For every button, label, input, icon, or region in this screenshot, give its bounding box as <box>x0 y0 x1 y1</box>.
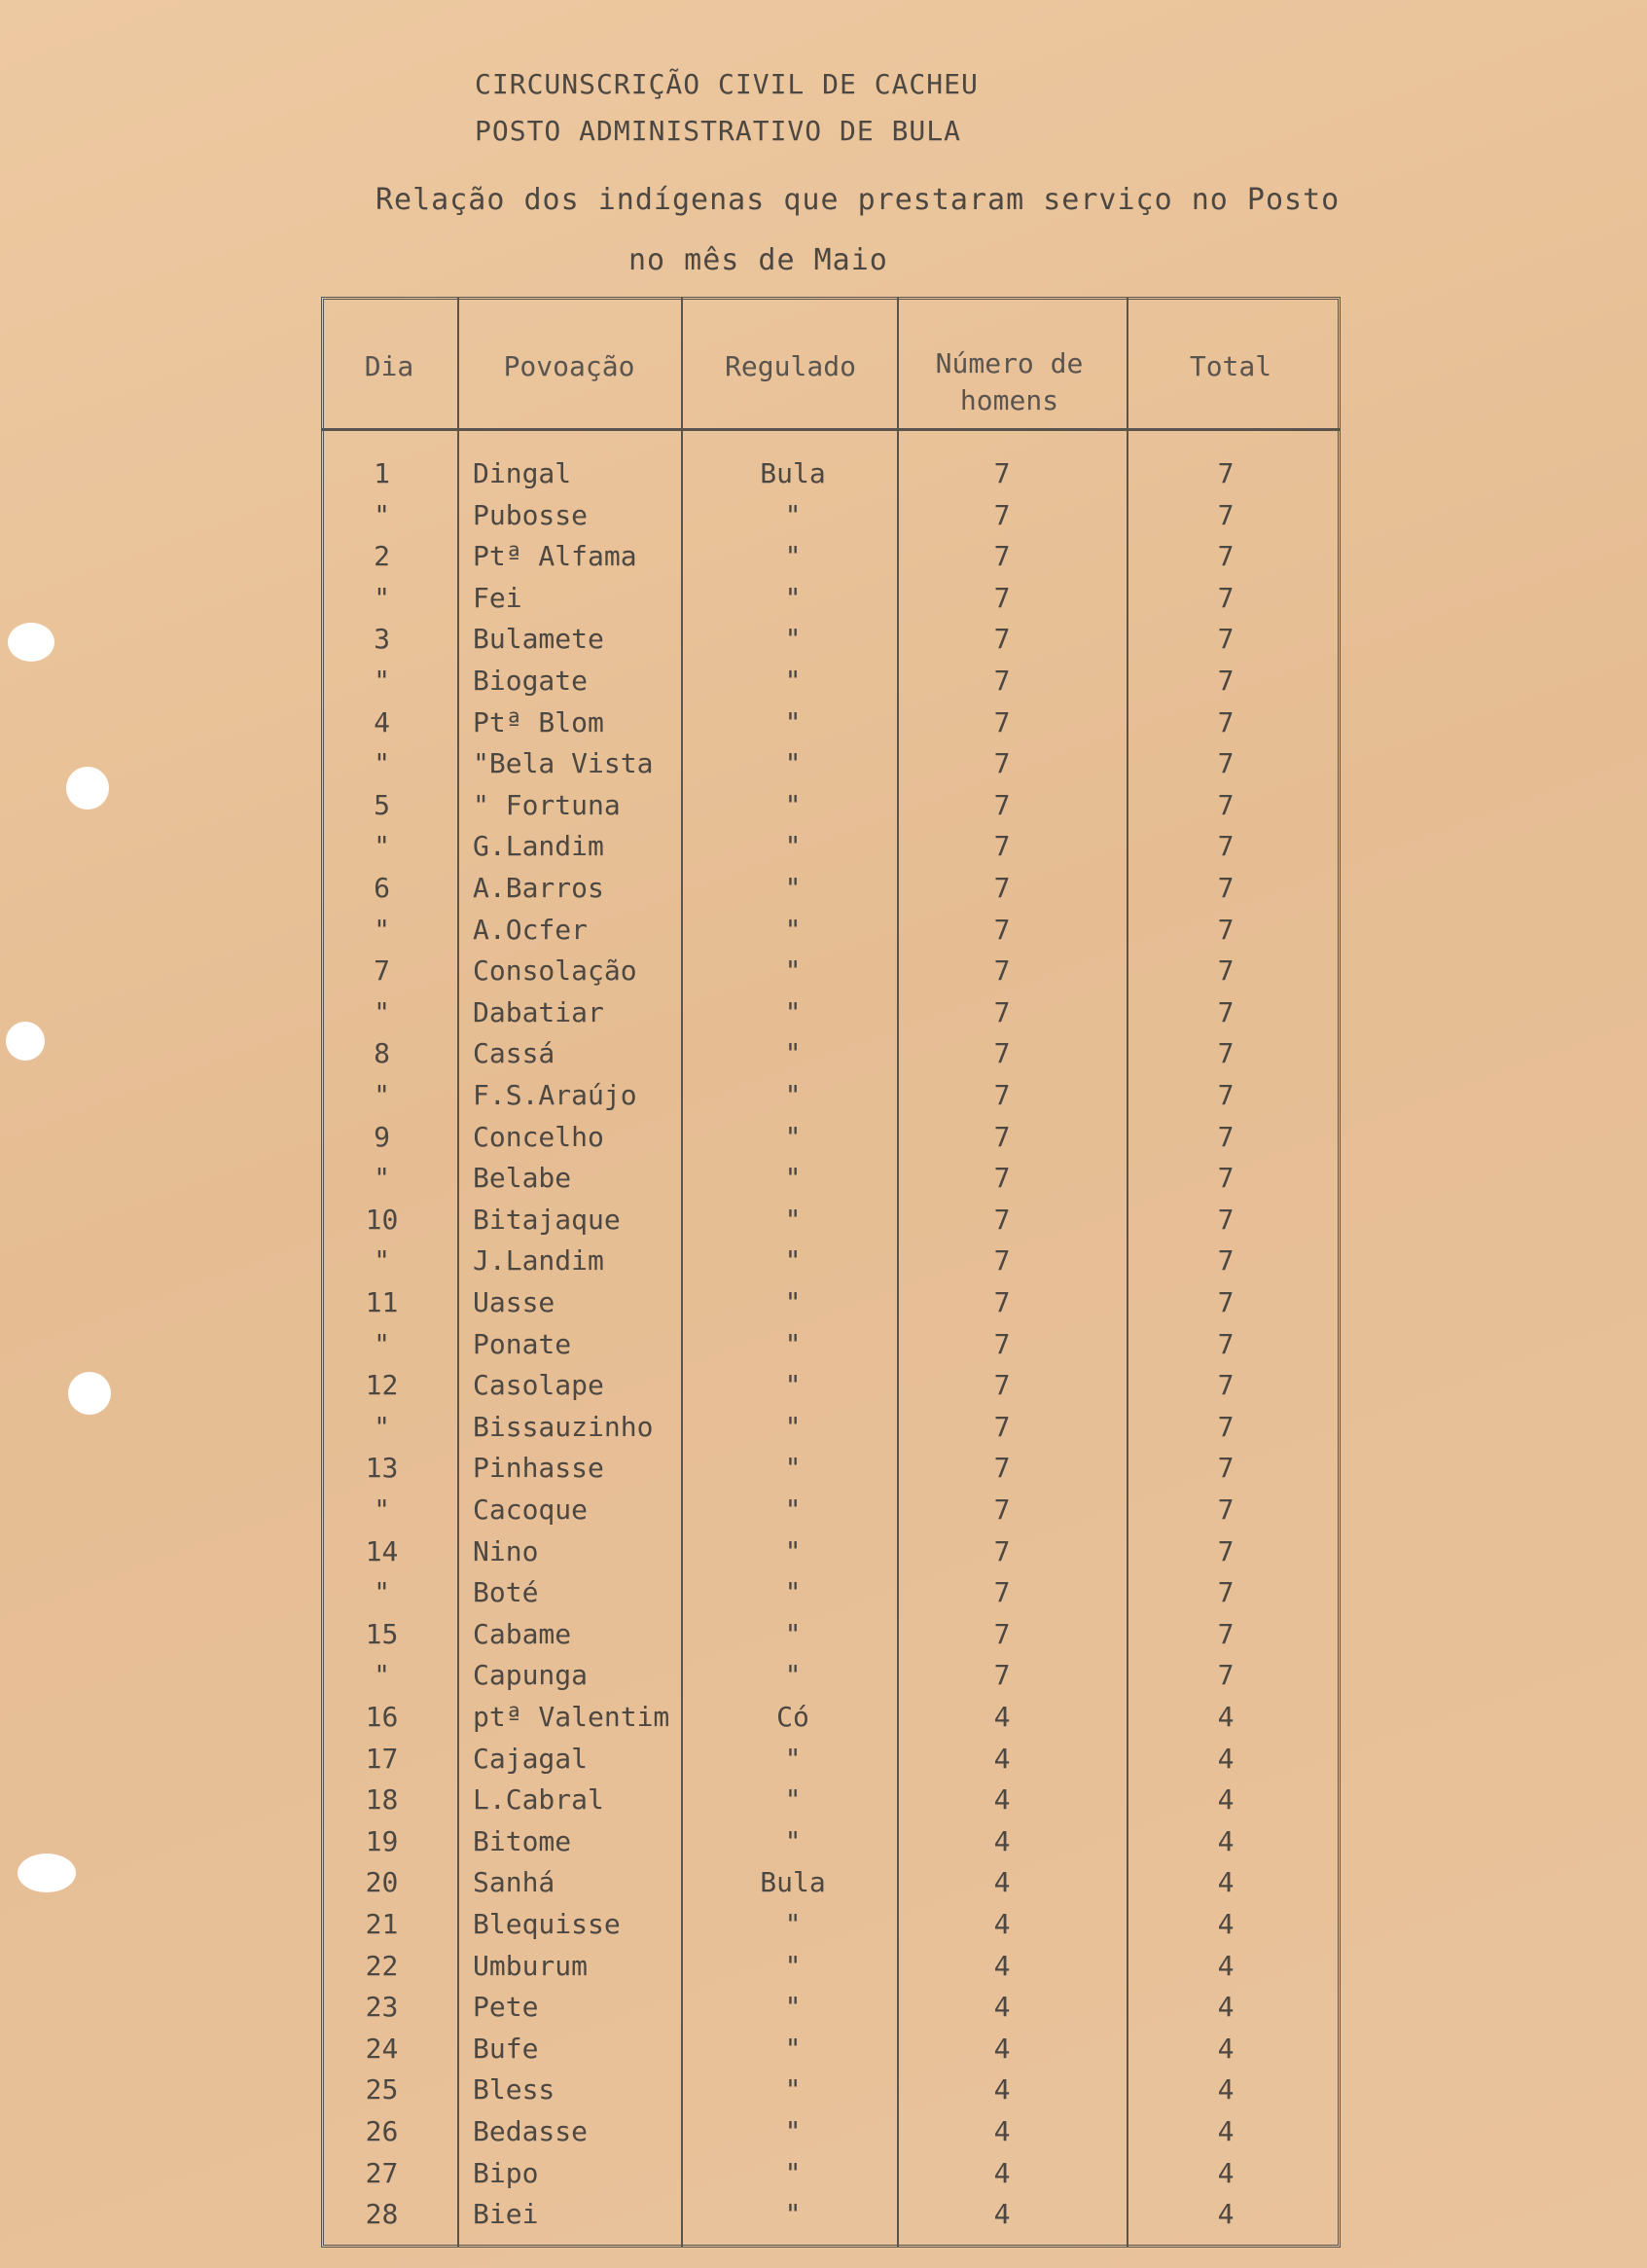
cell-regulado: " <box>784 954 802 987</box>
cell-povoacao: Pubosse <box>473 499 589 531</box>
cell-total: 7 <box>1217 1494 1235 1526</box>
cell-total: 7 <box>1217 1204 1235 1236</box>
cell-numero: 7 <box>993 1244 1011 1277</box>
cell-regulado: " <box>784 1535 802 1567</box>
cell-regulado: " <box>784 1618 802 1650</box>
cell-total: 4 <box>1217 1825 1235 1857</box>
cell-povoacao: F.S.Araújo <box>473 1079 637 1111</box>
cell-numero: 4 <box>993 1908 1011 1940</box>
cell-regulado: " <box>784 1121 802 1153</box>
cell-povoacao: Ptª Alfama <box>473 540 637 572</box>
cell-regulado: " <box>784 1494 802 1526</box>
cell-total: 7 <box>1217 1162 1235 1194</box>
cell-povoacao: Biei <box>473 2198 539 2230</box>
cell-numero: 4 <box>993 1743 1011 1775</box>
cell-dia: 2 <box>374 540 390 572</box>
cell-dia: 10 <box>365 1204 399 1236</box>
cell-povoacao: Bless <box>473 2073 555 2106</box>
cell-dia: " <box>374 499 390 531</box>
cell-numero: 7 <box>993 623 1011 655</box>
cell-total: 4 <box>1217 2033 1235 2065</box>
cell-dia: 7 <box>374 954 390 987</box>
cell-regulado: " <box>784 2033 802 2065</box>
cell-numero: 7 <box>993 996 1011 1028</box>
cell-dia: " <box>374 1244 390 1277</box>
punch-hole <box>6 1022 45 1061</box>
cell-dia: " <box>374 1328 390 1360</box>
cell-regulado: " <box>784 1950 802 1982</box>
cell-numero: 7 <box>993 789 1011 821</box>
cell-total: 7 <box>1217 1576 1235 1608</box>
cell-dia: " <box>374 1079 390 1111</box>
cell-regulado: " <box>784 706 802 738</box>
cell-total: 4 <box>1217 1991 1235 2023</box>
cell-regulado: " <box>784 2157 802 2189</box>
cell-povoacao: Bitome <box>473 1825 572 1857</box>
cell-total: 7 <box>1217 1079 1235 1111</box>
cell-numero: 7 <box>993 457 1011 489</box>
cell-numero: 4 <box>993 1991 1011 2023</box>
cell-numero: 4 <box>993 1825 1011 1857</box>
header-divider <box>321 428 1341 431</box>
cell-dia: 3 <box>374 623 390 655</box>
cell-total: 7 <box>1217 1411 1235 1443</box>
cell-total: 4 <box>1217 1743 1235 1775</box>
cell-dia: 23 <box>365 1991 399 2023</box>
cell-regulado: " <box>784 1369 802 1401</box>
cell-regulado: " <box>784 665 802 697</box>
cell-numero: 7 <box>993 1494 1011 1526</box>
document-description: Relação dos indígenas que prestaram serviço no Posto <box>376 183 1341 217</box>
cell-povoacao: Belabe <box>473 1162 572 1194</box>
cell-total: 7 <box>1217 954 1235 987</box>
cell-numero: 7 <box>993 706 1011 738</box>
cell-regulado: " <box>784 2198 802 2230</box>
cell-numero: 7 <box>993 1286 1011 1318</box>
cell-regulado: " <box>784 914 802 946</box>
cell-regulado: " <box>784 1286 802 1318</box>
cell-povoacao: Cacoque <box>473 1494 589 1526</box>
cell-numero: 7 <box>993 1659 1011 1691</box>
cell-povoacao: Concelho <box>473 1121 604 1153</box>
cell-numero: 4 <box>993 1701 1011 1733</box>
cell-dia: 1 <box>374 457 390 489</box>
cell-total: 7 <box>1217 1452 1235 1484</box>
cell-total: 7 <box>1217 914 1235 946</box>
cell-total: 7 <box>1217 872 1235 904</box>
cell-povoacao: Sanhá <box>473 1866 555 1898</box>
cell-povoacao: Pete <box>473 1991 539 2023</box>
cell-povoacao: L.Cabral <box>473 1783 604 1816</box>
cell-dia: 24 <box>365 2033 399 2065</box>
cell-total: 7 <box>1217 1286 1235 1318</box>
cell-regulado: " <box>784 789 802 821</box>
cell-povoacao: Bulamete <box>473 623 604 655</box>
cell-regulado: " <box>784 499 802 531</box>
cell-numero: 7 <box>993 914 1011 946</box>
cell-numero: 7 <box>993 872 1011 904</box>
cell-regulado: " <box>784 1743 802 1775</box>
cell-dia: 5 <box>374 789 390 821</box>
cell-dia: 14 <box>365 1535 399 1567</box>
cell-total: 7 <box>1217 1328 1235 1360</box>
cell-povoacao: A.Barros <box>473 872 604 904</box>
cell-regulado: " <box>784 1204 802 1236</box>
cell-total: 7 <box>1217 540 1235 572</box>
cell-numero: 7 <box>993 582 1011 614</box>
cell-dia: " <box>374 830 390 862</box>
cell-total: 7 <box>1217 1244 1235 1277</box>
cell-numero: 7 <box>993 1328 1011 1360</box>
cell-total: 7 <box>1217 830 1235 862</box>
cell-povoacao: Capunga <box>473 1659 589 1691</box>
col-header-total: Total <box>1189 350 1272 382</box>
cell-povoacao: Fei <box>473 582 522 614</box>
cell-povoacao: Boté <box>473 1576 539 1608</box>
cell-total: 7 <box>1217 1121 1235 1153</box>
cell-regulado: " <box>784 1079 802 1111</box>
cell-dia: 12 <box>365 1369 399 1401</box>
cell-numero: 4 <box>993 2033 1011 2065</box>
cell-total: 4 <box>1217 2157 1235 2189</box>
cell-total: 7 <box>1217 665 1235 697</box>
punch-hole <box>18 1854 76 1892</box>
cell-numero: 7 <box>993 1162 1011 1194</box>
punch-hole <box>8 623 54 662</box>
cell-numero: 7 <box>993 665 1011 697</box>
cell-total: 7 <box>1217 1618 1235 1650</box>
cell-regulado: " <box>784 2073 802 2106</box>
cell-povoacao: Umburum <box>473 1950 589 1982</box>
cell-dia: 26 <box>365 2115 399 2147</box>
cell-regulado: " <box>784 1576 802 1608</box>
cell-total: 7 <box>1217 623 1235 655</box>
cell-povoacao: Bipo <box>473 2157 539 2189</box>
cell-dia: 6 <box>374 872 390 904</box>
cell-numero: 7 <box>993 1576 1011 1608</box>
cell-numero: 4 <box>993 1866 1011 1898</box>
cell-total: 7 <box>1217 457 1235 489</box>
cell-total: 7 <box>1217 789 1235 821</box>
col-header-numero: Número de homens <box>935 347 1084 416</box>
cell-regulado: " <box>784 1452 802 1484</box>
cell-total: 4 <box>1217 1701 1235 1733</box>
cell-povoacao: G.Landim <box>473 830 604 862</box>
cell-dia: 13 <box>365 1452 399 1484</box>
cell-total: 7 <box>1217 1659 1235 1691</box>
cell-total: 4 <box>1217 1866 1235 1898</box>
cell-numero: 7 <box>993 1079 1011 1111</box>
cell-dia: 22 <box>365 1950 399 1982</box>
cell-dia: 20 <box>365 1866 399 1898</box>
cell-regulado: " <box>784 1411 802 1443</box>
cell-total: 7 <box>1217 1369 1235 1401</box>
cell-numero: 7 <box>993 1618 1011 1650</box>
cell-total: 7 <box>1217 996 1235 1028</box>
cell-dia: 18 <box>365 1783 399 1816</box>
cell-regulado: " <box>784 1991 802 2023</box>
cell-numero: 7 <box>993 1411 1011 1443</box>
cell-dia: 15 <box>365 1618 399 1650</box>
cell-numero: 4 <box>993 1783 1011 1816</box>
cell-regulado: Có <box>776 1701 809 1733</box>
col-header-dia: Dia <box>364 350 414 382</box>
cell-dia: " <box>374 1494 390 1526</box>
cell-regulado: " <box>784 1659 802 1691</box>
cell-dia: " <box>374 1576 390 1608</box>
cell-total: 7 <box>1217 499 1235 531</box>
cell-regulado: " <box>784 996 802 1028</box>
cell-numero: 7 <box>993 499 1011 531</box>
cell-dia: 16 <box>365 1701 399 1733</box>
cell-numero: 4 <box>993 2115 1011 2147</box>
cell-dia: 27 <box>365 2157 399 2189</box>
cell-total: 7 <box>1217 1037 1235 1069</box>
cell-dia: " <box>374 582 390 614</box>
cell-numero: 7 <box>993 1535 1011 1567</box>
cell-dia: " <box>374 665 390 697</box>
cell-total: 4 <box>1217 2073 1235 2106</box>
document-subtitle: POSTO ADMINISTRATIVO DE BULA <box>475 115 962 147</box>
cell-regulado: " <box>784 1328 802 1360</box>
cell-dia: " <box>374 996 390 1028</box>
cell-regulado: " <box>784 872 802 904</box>
cell-povoacao: Dingal <box>473 457 572 489</box>
cell-regulado: " <box>784 747 802 779</box>
col-header-povoacao: Povoação <box>503 350 635 382</box>
cell-povoacao: Ptª Blom <box>473 706 604 738</box>
cell-regulado: " <box>784 623 802 655</box>
column-divider <box>457 297 459 2248</box>
cell-povoacao: Blequisse <box>473 1908 621 1940</box>
document-month: no mês de Maio <box>628 243 888 277</box>
cell-regulado: " <box>784 1162 802 1194</box>
cell-regulado: " <box>784 1783 802 1816</box>
column-divider <box>897 297 899 2248</box>
cell-numero: 7 <box>993 1369 1011 1401</box>
punch-hole <box>66 767 109 810</box>
cell-numero: 4 <box>993 1950 1011 1982</box>
cell-total: 4 <box>1217 2198 1235 2230</box>
cell-regulado: " <box>784 1908 802 1940</box>
cell-dia: 11 <box>365 1286 399 1318</box>
cell-dia: " <box>374 1411 390 1443</box>
cell-povoacao: Bufe <box>473 2033 539 2065</box>
cell-povoacao: Casolape <box>473 1369 604 1401</box>
cell-povoacao: Cabame <box>473 1618 572 1650</box>
cell-povoacao: " Fortuna <box>473 789 621 821</box>
cell-povoacao: Consolação <box>473 954 637 987</box>
cell-dia: " <box>374 1162 390 1194</box>
document-title: CIRCUNSCRIÇÃO CIVIL DE CACHEU <box>475 68 979 100</box>
cell-dia: 28 <box>365 2198 399 2230</box>
cell-povoacao: Bedasse <box>473 2115 589 2147</box>
cell-regulado: " <box>784 1037 802 1069</box>
cell-dia: 25 <box>365 2073 399 2106</box>
cell-numero: 7 <box>993 540 1011 572</box>
cell-numero: 4 <box>993 2157 1011 2189</box>
cell-numero: 7 <box>993 1037 1011 1069</box>
cell-povoacao: Pinhasse <box>473 1452 604 1484</box>
cell-regulado: Bula <box>760 457 826 489</box>
cell-povoacao: Bissauzinho <box>473 1411 654 1443</box>
cell-total: 4 <box>1217 2115 1235 2147</box>
cell-regulado: " <box>784 2115 802 2147</box>
cell-total: 7 <box>1217 747 1235 779</box>
cell-numero: 7 <box>993 747 1011 779</box>
cell-povoacao: J.Landim <box>473 1244 604 1277</box>
cell-dia: 17 <box>365 1743 399 1775</box>
cell-numero: 7 <box>993 830 1011 862</box>
cell-dia: " <box>374 1659 390 1691</box>
cell-numero: 7 <box>993 954 1011 987</box>
cell-dia: " <box>374 914 390 946</box>
cell-total: 7 <box>1217 1535 1235 1567</box>
cell-povoacao: Cassá <box>473 1037 555 1069</box>
cell-regulado: " <box>784 830 802 862</box>
cell-total: 4 <box>1217 1783 1235 1816</box>
punch-hole <box>68 1372 111 1415</box>
cell-dia: 8 <box>374 1037 390 1069</box>
cell-povoacao: Nino <box>473 1535 539 1567</box>
cell-povoacao: "Bela Vista <box>473 747 654 779</box>
cell-regulado: " <box>784 582 802 614</box>
cell-dia: 21 <box>365 1908 399 1940</box>
cell-numero: 7 <box>993 1452 1011 1484</box>
cell-povoacao: A.Ocfer <box>473 914 589 946</box>
cell-total: 4 <box>1217 1908 1235 1940</box>
cell-povoacao: Dabatiar <box>473 996 604 1028</box>
cell-regulado: Bula <box>760 1866 826 1898</box>
cell-povoacao: ptª Valentim <box>473 1701 670 1733</box>
cell-total: 4 <box>1217 1950 1235 1982</box>
cell-regulado: " <box>784 1825 802 1857</box>
cell-povoacao: Uasse <box>473 1286 555 1318</box>
cell-dia: 19 <box>365 1825 399 1857</box>
cell-numero: 4 <box>993 2073 1011 2106</box>
cell-dia: 4 <box>374 706 390 738</box>
cell-regulado: " <box>784 1244 802 1277</box>
cell-dia: " <box>374 747 390 779</box>
cell-numero: 7 <box>993 1204 1011 1236</box>
col-header-regulado: Regulado <box>725 350 856 382</box>
cell-povoacao: Ponate <box>473 1328 572 1360</box>
cell-regulado: " <box>784 540 802 572</box>
cell-total: 7 <box>1217 706 1235 738</box>
cell-numero: 4 <box>993 2198 1011 2230</box>
cell-povoacao: Cajagal <box>473 1743 589 1775</box>
cell-total: 7 <box>1217 582 1235 614</box>
cell-dia: 9 <box>374 1121 390 1153</box>
cell-povoacao: Biogate <box>473 665 589 697</box>
cell-numero: 7 <box>993 1121 1011 1153</box>
cell-povoacao: Bitajaque <box>473 1204 621 1236</box>
